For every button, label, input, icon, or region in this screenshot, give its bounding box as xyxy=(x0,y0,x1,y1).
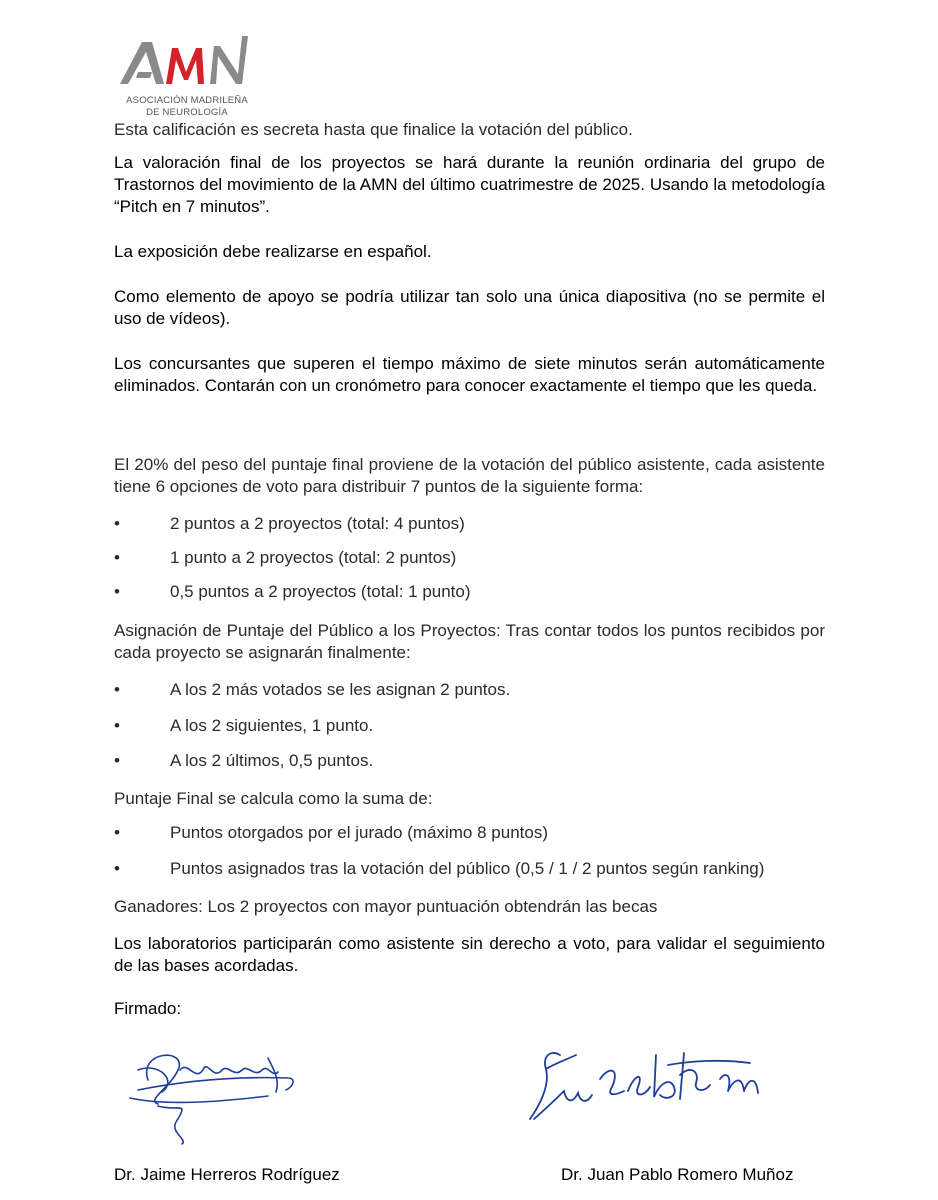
paragraph-assignment: Asignación de Puntaje del Público a los Proyectos: Tras contar todos los puntos recibidos por cada proyecto se asignarán finalmente: xyxy=(114,621,825,662)
bullet-icon: • xyxy=(114,514,120,533)
list-item-text: A los 2 siguientes, 1 punto. xyxy=(170,716,374,735)
paragraph-winners: Ganadores: Los 2 proyectos con mayor puntuación obtendrán las becas xyxy=(114,897,658,916)
list-item-text: 1 punto a 2 proyectos (total: 2 puntos) xyxy=(170,548,457,567)
list-item-text: Puntos asignados tras la votación del público (0,5 / 1 / 2 puntos según ranking) xyxy=(170,859,765,878)
list-item-text: A los 2 más votados se les asignan 2 puntos. xyxy=(170,680,511,699)
paragraph-public-vote: El 20% del peso del puntaje final proviene de la votación del público asistente, cada asistente tiene 6 opciones de voto para distribuir 7 puntos de la siguiente forma: xyxy=(114,455,825,496)
paragraph-signed: Firmado: xyxy=(114,999,182,1018)
bullet-icon: • xyxy=(114,548,120,567)
paragraph-final-evaluation: La valoración final de los proyectos se hará durante la reunión ordinaria del grupo de Trastornos del movimiento de la AMN del último cuatrimestre de 2025. Usando la metodología “Pitch en 7 minutos”. xyxy=(114,153,825,216)
paragraph-slide: Como elemento de apoyo se podría utilizar tan solo una única diapositiva (no se permite el uso de vídeos). xyxy=(114,287,825,328)
list-item-text: 2 puntos a 2 proyectos (total: 4 puntos) xyxy=(170,514,465,533)
bullet-icon: • xyxy=(114,751,120,770)
list-item-text: 0,5 puntos a 2 proyectos (total: 1 punto) xyxy=(170,582,471,601)
logo-subtitle-line1: ASOCIACIÓN MADRILEÑA xyxy=(126,95,248,106)
bullet-icon: • xyxy=(114,823,120,842)
paragraph-final-score: Puntaje Final se calcula como la suma de: xyxy=(114,789,433,808)
signatory-left-name: Dr. Jaime Herreros Rodríguez xyxy=(114,1165,340,1184)
paragraph-secret: Esta calificación es secreta hasta que finalice la votación del público. xyxy=(114,120,633,139)
bullet-icon: • xyxy=(114,582,120,601)
list-item-text: Puntos otorgados por el jurado (máximo 8 puntos) xyxy=(170,823,548,842)
list-item-text: A los 2 últimos, 0,5 puntos. xyxy=(170,751,374,770)
amn-logo-mark xyxy=(112,28,262,98)
signature-left xyxy=(118,1040,318,1150)
bullet-icon: • xyxy=(114,716,120,735)
paragraph-language: La exposición debe realizarse en español. xyxy=(114,242,432,261)
amn-logo xyxy=(112,28,262,124)
bullet-icon: • xyxy=(114,859,120,878)
paragraph-laboratories: Los laboratorios participarán como asistente sin derecho a voto, para validar el seguimiento de las bases acordadas. xyxy=(114,934,825,975)
logo-subtitle-line2: DE NEUROLOGÍA xyxy=(146,107,228,118)
paragraph-time-limit: Los concursantes que superen el tiempo máximo de siete minutos serán automáticamente eliminados. Contarán con un cronómetro para conocer exactamente el tiempo que les queda. xyxy=(114,354,825,395)
signature-right xyxy=(520,1035,770,1135)
bullet-icon: • xyxy=(114,680,120,699)
signatory-right-name: Dr. Juan Pablo Romero Muñoz xyxy=(561,1165,794,1184)
